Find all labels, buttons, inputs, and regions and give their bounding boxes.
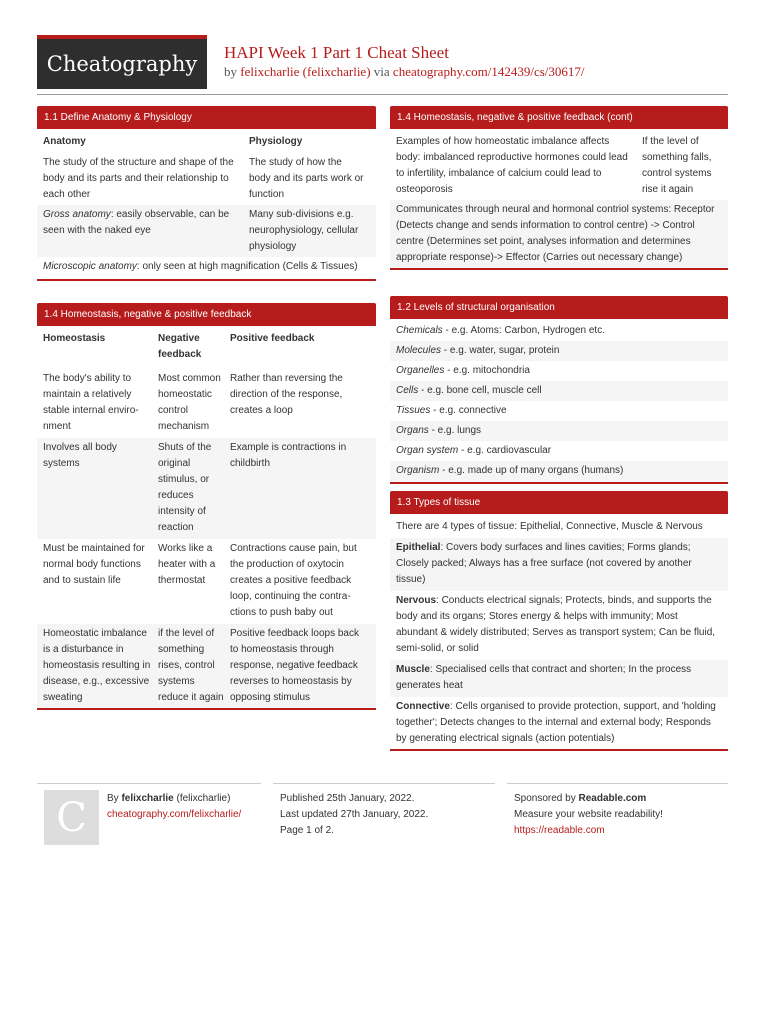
sponsor-link[interactable]: https://readable.com <box>514 825 605 836</box>
footer-dates-block <box>280 791 428 839</box>
homeostasis-cell: The body's ability to maintain a relatively stable internal environment <box>43 373 139 432</box>
by-label: by <box>224 64 237 79</box>
section-body <box>390 514 728 751</box>
author-name: felixcharlie <box>121 793 174 804</box>
sponsor-line <box>514 791 663 807</box>
footer-author-line <box>107 791 241 807</box>
section-heading: 1.1 Define Anatomy & Physiology <box>37 106 376 129</box>
table-row <box>37 624 376 708</box>
homeostasis-cell: Must be maintained for normal body functions and to sustain life <box>43 543 145 586</box>
tissue-description: : Cells organised to provide protection, support, and 'holding together'; Detects changes to the internal and external body; Responds by generating electrical signals (action potentials) <box>396 701 716 744</box>
byline <box>224 64 585 80</box>
header-divider <box>37 94 728 95</box>
control-systems-text: Communicates through neural and hormonal contriol systems: Receptor (Detects change and sends information to control centre) -> Control centre (Determines set point, analyses information and determines appropriate response)-> Effector (Carries out necessary change) <box>396 204 715 263</box>
column-header-anatomy: Anatomy <box>43 136 86 147</box>
level-text: - e.g. made up of many organs (humans) <box>439 465 624 476</box>
list-item <box>390 421 728 441</box>
author-profile-link[interactable]: cheatography.com/felixcharlie/ <box>107 809 242 820</box>
section-homeostasis <box>37 303 376 710</box>
cheatographer-avatar: C <box>44 790 99 845</box>
level-text: - e.g. connective <box>430 405 507 416</box>
level-text: - e.g. cardiovascular <box>458 445 552 456</box>
tissue-name: Connective <box>396 701 450 712</box>
anatomy-definition: The study of the structure and shape of the body and its parts and their relationship to each other <box>43 157 234 200</box>
level-term: Organelles <box>396 365 445 376</box>
via-label: via <box>373 64 390 79</box>
section-body <box>37 326 376 710</box>
table-row <box>37 539 376 624</box>
page-title: HAPI Week 1 Part 1 Cheat Sheet <box>224 43 449 62</box>
footer <box>37 783 728 853</box>
column-header-negative: Negative feedback <box>158 333 202 360</box>
table-row <box>37 438 376 539</box>
column-header-homeostasis: Homeostasis <box>43 333 106 344</box>
section-heading: 1.4 Homeostasis, negative & positive feedback (cont) <box>390 106 728 129</box>
sponsor-tagline: Measure your website readability! <box>514 809 663 820</box>
level-term: Tissues <box>396 405 431 416</box>
imbalance-examples: Examples of how homeostatic imbalance affects body: imbalanced reproductive hormones could lead to infertility, imbalance of calcium could lead to osteoporosis <box>396 136 628 195</box>
footer-sponsor-block <box>514 791 663 839</box>
negative-feedback-cell: Works like a heater with a thermostat <box>158 543 216 586</box>
section-heading: 1.4 Homeostasis, negative & positive feedback <box>37 303 376 326</box>
list-item <box>390 697 728 749</box>
published-date: Published 25th January, 2022. <box>280 793 415 804</box>
level-text: - e.g. bone cell, muscle cell <box>418 385 542 396</box>
tissue-name: Epithelial <box>396 542 441 553</box>
tissue-description: : Specialised cells that contract and shorten; In the process generates heat <box>396 664 692 691</box>
negative-feedback-cell: if the level of something rises, control systems reduce it again <box>158 628 224 703</box>
page-number: Page 1 of 2. <box>280 825 334 836</box>
microscopic-anatomy-cell <box>43 259 370 275</box>
footer-author-block <box>107 791 241 823</box>
updated-date: Last updated 27th January, 2022. <box>280 809 429 820</box>
level-falls-cell: If the level of something falls, control systems rise it again <box>642 136 712 195</box>
section-body <box>37 129 376 281</box>
author-handle: (felixcharlie) <box>176 793 231 804</box>
table-row <box>37 257 376 279</box>
table-header-row <box>37 129 376 152</box>
level-term: Cells <box>396 385 419 396</box>
level-term: Molecules <box>396 345 442 356</box>
level-term: Organ system <box>396 445 459 456</box>
level-text: - e.g. mitochondria <box>444 365 530 376</box>
positive-feedback-cell: Positive feedback loops back to homeostasis through response, negative feedback reverses to homeostasis by opposing stimulus <box>230 628 359 703</box>
table-row <box>37 369 376 438</box>
section-body <box>390 129 728 270</box>
gross-anatomy-cell <box>43 207 249 255</box>
tissue-intro: There are 4 types of tissue: Epithelial, Connective, Muscle & Nervous <box>396 521 703 532</box>
level-text: - e.g. Atoms: Carbon, Hydrogen etc. <box>442 325 605 336</box>
list-item <box>390 660 728 697</box>
list-item <box>390 591 728 660</box>
section-heading: 1.2 Levels of structural organisation <box>390 296 728 319</box>
list-item <box>390 401 728 421</box>
homeostasis-cell: Homeostatic imbalance is a disturbance in homeostasis resulting in disease, e.g., excessive sweating <box>43 628 151 703</box>
logo-text: Cheatography <box>46 52 198 76</box>
level-term: Organism <box>396 465 440 476</box>
positive-feedback-cell: Rather than reversing the direction of the response, creates a loop <box>230 373 343 416</box>
negative-feedback-cell: Most common homeostatic control mechanism <box>158 373 221 432</box>
by-label: By <box>107 793 119 804</box>
list-item <box>390 381 728 401</box>
table-row <box>390 129 728 200</box>
level-text: - e.g. lungs <box>428 425 482 436</box>
list-item <box>390 461 728 482</box>
section-body <box>390 319 728 484</box>
tissue-name: Muscle <box>396 664 430 675</box>
gross-anatomy-text: : easily observable, can be seen with the naked eye <box>43 209 230 236</box>
microscopic-anatomy-text: : only seen at high magnification (Cells & Tissues) <box>136 261 358 272</box>
level-term: Organs <box>396 425 429 436</box>
table-header-row <box>37 326 376 369</box>
homeostasis-cell: Involves all body systems <box>43 442 117 469</box>
sheet-url-link[interactable]: cheatography.com/142439/cs/30617/ <box>392 64 585 79</box>
sponsor-name[interactable]: Readable.com <box>578 793 647 804</box>
list-item <box>390 319 728 341</box>
microscopic-anatomy-term: Microscopic anatomy <box>43 261 137 272</box>
list-item <box>390 441 728 461</box>
author-link[interactable]: felixcharlie (felixcharlie) <box>240 64 371 79</box>
section-structural-levels <box>390 296 728 484</box>
gross-anatomy-term: Gross anatomy <box>43 209 111 220</box>
table-row <box>37 205 376 257</box>
section-anatomy-physiology <box>37 106 376 281</box>
section-homeostasis-cont <box>390 106 728 270</box>
tissue-name: Nervous <box>396 595 437 606</box>
level-term: Chemicals <box>396 325 443 336</box>
positive-feedback-cell: Example is contractions in childbirth <box>230 442 347 469</box>
physiology-subdivisions: Many sub-divisions e.g. neurophysiology, cellular physiology <box>249 209 359 252</box>
sponsor-prefix: Sponsored by <box>514 793 576 804</box>
table-row <box>37 152 376 205</box>
list-item <box>390 538 728 591</box>
level-text: - e.g. water, sugar, protein <box>441 345 560 356</box>
section-heading: 1.3 Types of tissue <box>390 491 728 514</box>
negative-feedback-cell: Shuts of the original stimulus, or reduces intensity of reaction <box>158 442 212 533</box>
physiology-definition: The study of how the body and its parts work or function <box>249 157 364 200</box>
list-item <box>390 341 728 361</box>
tissue-description: : Covers body surfaces and lines cavities; Forms glands; Closely packed; Always has a free surface (not covered by another tissue) <box>396 542 692 585</box>
tissue-description: : Conducts electrical signals; Protects, binds, and supports the body and its organs; Stores energy & helps with immunity; Most abundant & widely distributed; Serves as transport system; Can be fluid, semi-solid, or solid <box>396 595 716 654</box>
list-item <box>390 361 728 381</box>
cheatography-logo[interactable] <box>37 35 207 89</box>
section-tissue-types <box>390 491 728 751</box>
column-header-physiology: Physiology <box>249 136 303 147</box>
positive-feedback-cell: Contractions cause pain, but the production of oxytocin creates a positive feedback loop, continuing the contractions to push baby out <box>230 543 357 618</box>
column-header-positive: Positive feedback <box>230 333 315 344</box>
table-row <box>390 200 728 268</box>
